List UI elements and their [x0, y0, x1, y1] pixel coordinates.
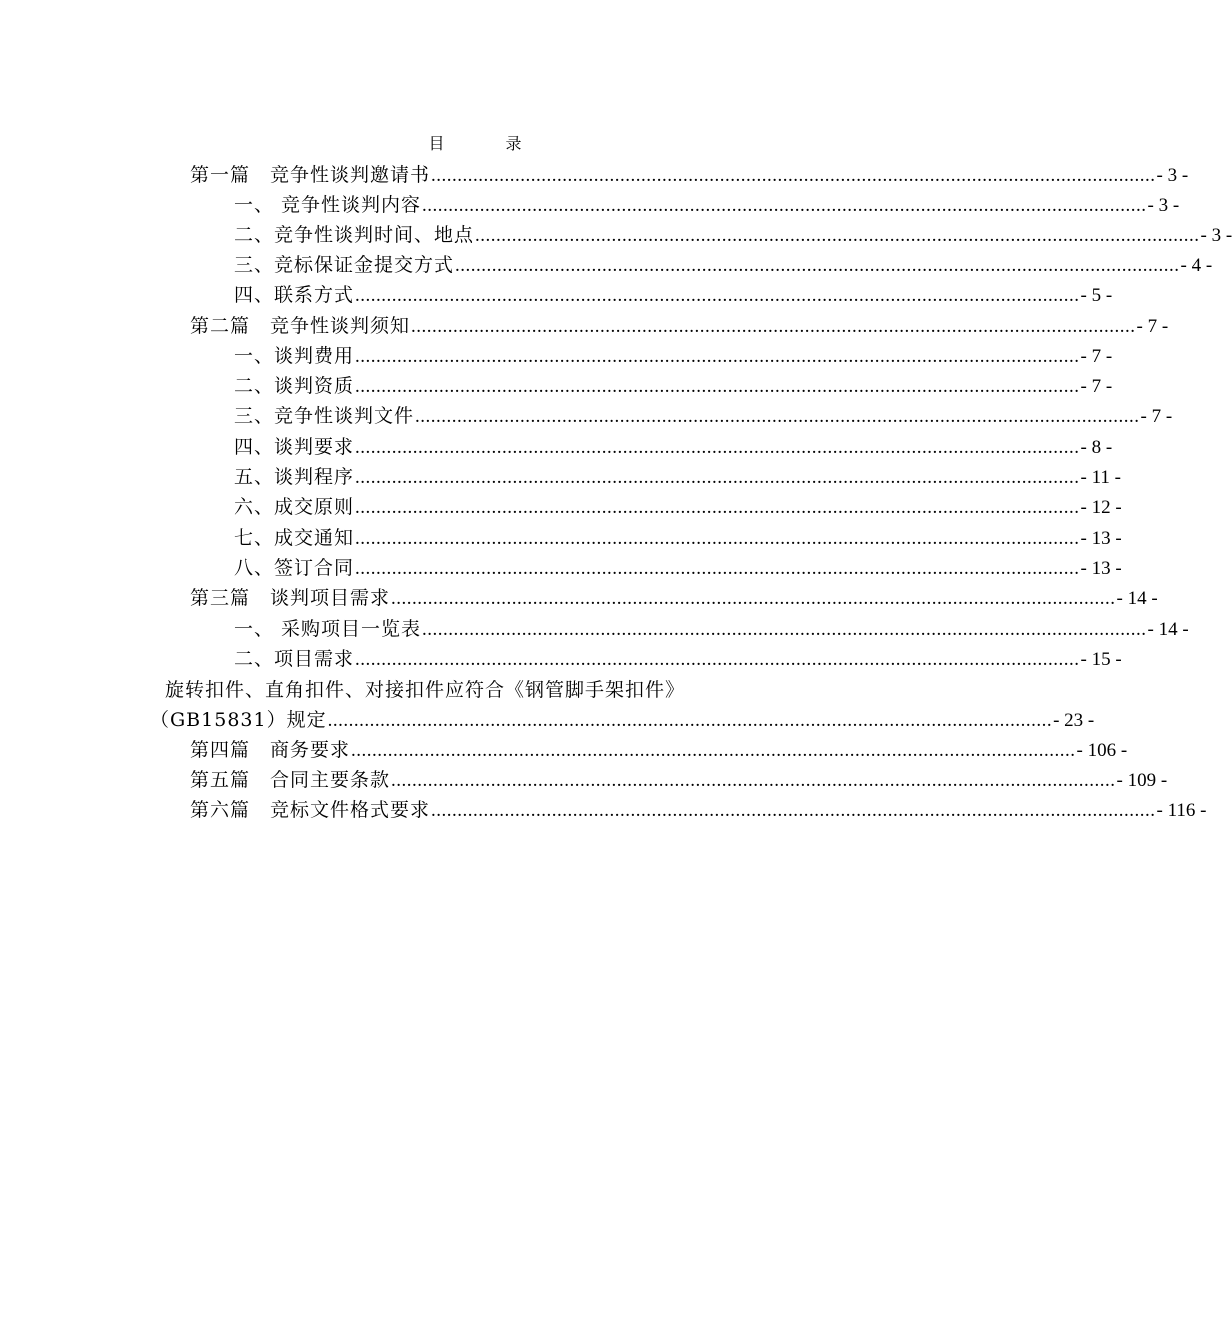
toc-entry[interactable] [150, 702, 1095, 732]
toc-entry[interactable] [234, 641, 1122, 671]
toc-entry-part-3[interactable] [190, 580, 1158, 610]
toc-entry-page: - 13 - [1080, 528, 1122, 549]
toc-entry[interactable] [234, 247, 1213, 277]
dot-leader: .......................................................................................................................................... [422, 195, 1147, 216]
dot-leader: .......................................................................................................................................... [391, 588, 1116, 609]
toc-entry-page: - 7 - [1140, 406, 1173, 427]
dot-leader: .......................................................................................................................................... [355, 376, 1080, 397]
dot-leader: .......................................................................................................................................... [355, 346, 1080, 367]
dot-leader: .......................................................................................................................................... [355, 497, 1080, 518]
toc-entry-text: 四、谈判要求 [234, 436, 355, 458]
toc-entry[interactable] [234, 217, 1232, 247]
toc-entry[interactable] [234, 187, 1180, 217]
dot-leader: .......................................................................................................................................... [355, 649, 1080, 670]
toc-entry-page: - 3 - [1147, 195, 1180, 216]
toc-entry-text: 二、谈判资质 [234, 375, 355, 397]
toc-entry[interactable] [234, 489, 1122, 519]
toc-entry-page: - 14 - [1116, 588, 1158, 609]
toc-entry-part-6[interactable] [190, 792, 1207, 822]
toc-entry-text: （GB15831）规定 [150, 709, 327, 731]
dot-leader: .......................................................................................................................................... [355, 528, 1080, 549]
toc-title: 目 录 [428, 134, 550, 153]
toc-entry-page: - 13 - [1080, 558, 1122, 579]
toc-entry-part-4[interactable] [190, 732, 1128, 762]
toc-entry-text: 一、 竞争性谈判内容 [234, 194, 422, 216]
toc-entry-page: - 7 - [1080, 376, 1113, 397]
toc-entry[interactable] [234, 550, 1122, 580]
dot-leader: .......................................................................................................................................... [415, 406, 1140, 427]
toc-entry-text: 三、竞争性谈判文件 [234, 405, 415, 427]
dot-leader: .......................................................................................................................................... [351, 740, 1076, 761]
toc-entry[interactable] [234, 429, 1113, 459]
toc-entry-page: - 8 - [1080, 437, 1113, 458]
toc-entry-text: 三、竞标保证金提交方式 [234, 254, 455, 276]
toc-entry-page: - 116 - [1156, 800, 1207, 821]
toc-entry-text: 第六篇 竞标文件格式要求 [190, 799, 431, 821]
dot-leader: .......................................................................................................................................... [355, 558, 1080, 579]
toc-entry-text: 七、成交通知 [234, 527, 355, 549]
toc-entry-text: 六、成交原则 [234, 496, 355, 518]
toc-entry[interactable] [234, 459, 1121, 489]
toc-entry-page: - 15 - [1080, 649, 1122, 670]
toc-entry-text: 第四篇 商务要求 [190, 739, 351, 761]
toc-entry-page: - 11 - [1080, 467, 1121, 488]
toc-entry[interactable] [234, 368, 1113, 398]
toc-entry-text: 第二篇 竞争性谈判须知 [190, 315, 411, 337]
toc-entry-page: - 5 - [1080, 285, 1113, 306]
toc-entry-page: - 7 - [1080, 346, 1113, 367]
dot-leader: .......................................................................................................................................... [422, 619, 1147, 640]
toc-entry[interactable] [234, 277, 1113, 307]
dot-leader: .......................................................................................................................................... [355, 437, 1080, 458]
toc-entry-text: 一、谈判费用 [234, 345, 355, 367]
toc-entry-part-2[interactable] [190, 308, 1169, 338]
dot-leader: .......................................................................................................................................... [355, 285, 1080, 306]
toc-entry-part-1[interactable] [190, 157, 1189, 187]
toc-entry-text: 五、谈判程序 [234, 466, 355, 488]
dot-leader: .......................................................................................................................................... [431, 800, 1156, 821]
toc-entry-text: 第一篇 竞争性谈判邀请书 [190, 164, 431, 186]
toc-entry-page: - 3 - [1156, 165, 1189, 186]
dot-leader: .......................................................................................................................................... [431, 165, 1156, 186]
toc-entry-page: - 23 - [1053, 710, 1095, 731]
toc-entry-page: - 106 - [1076, 740, 1128, 761]
dot-leader: .......................................................................................................................................... [355, 467, 1080, 488]
toc-entry[interactable] [234, 611, 1189, 641]
toc-entry-text: 第五篇 合同主要条款 [190, 769, 391, 791]
dot-leader: .......................................................................................................................................... [475, 225, 1200, 246]
dot-leader: .......................................................................................................................................... [455, 255, 1180, 276]
toc-entry-text: 一、 采购项目一览表 [234, 618, 422, 640]
toc-entry-part-5[interactable] [190, 762, 1168, 792]
toc-entry-page: - 12 - [1080, 497, 1122, 518]
dot-leader: .......................................................................................................................................... [391, 770, 1116, 791]
toc-entry-page: - 3 - [1200, 225, 1232, 246]
toc-entry[interactable] [234, 520, 1122, 550]
toc-entry[interactable] [234, 338, 1113, 368]
toc-entry-page: - 109 - [1116, 770, 1168, 791]
toc-entry[interactable] [234, 398, 1173, 428]
toc-entry-text: 第三篇 谈判项目需求 [190, 587, 391, 609]
toc-entry-text: 八、签订合同 [234, 557, 355, 579]
toc-entry-text: 二、竞争性谈判时间、地点 [234, 224, 475, 246]
toc-entry-page: - 4 - [1180, 255, 1213, 276]
toc-entry-wrapped-line: 旋转扣件、直角扣件、对接扣件应符合《钢管脚手架扣件》 [165, 679, 686, 701]
dot-leader: .......................................................................................................................................... [327, 710, 1053, 731]
toc-entry-page: - 7 - [1136, 316, 1169, 337]
toc-entry-page: - 14 - [1147, 619, 1189, 640]
dot-leader: .......................................................................................................................................... [411, 316, 1136, 337]
toc-entry-text: 二、项目需求 [234, 648, 355, 670]
toc-entry-text: 四、联系方式 [234, 284, 355, 306]
